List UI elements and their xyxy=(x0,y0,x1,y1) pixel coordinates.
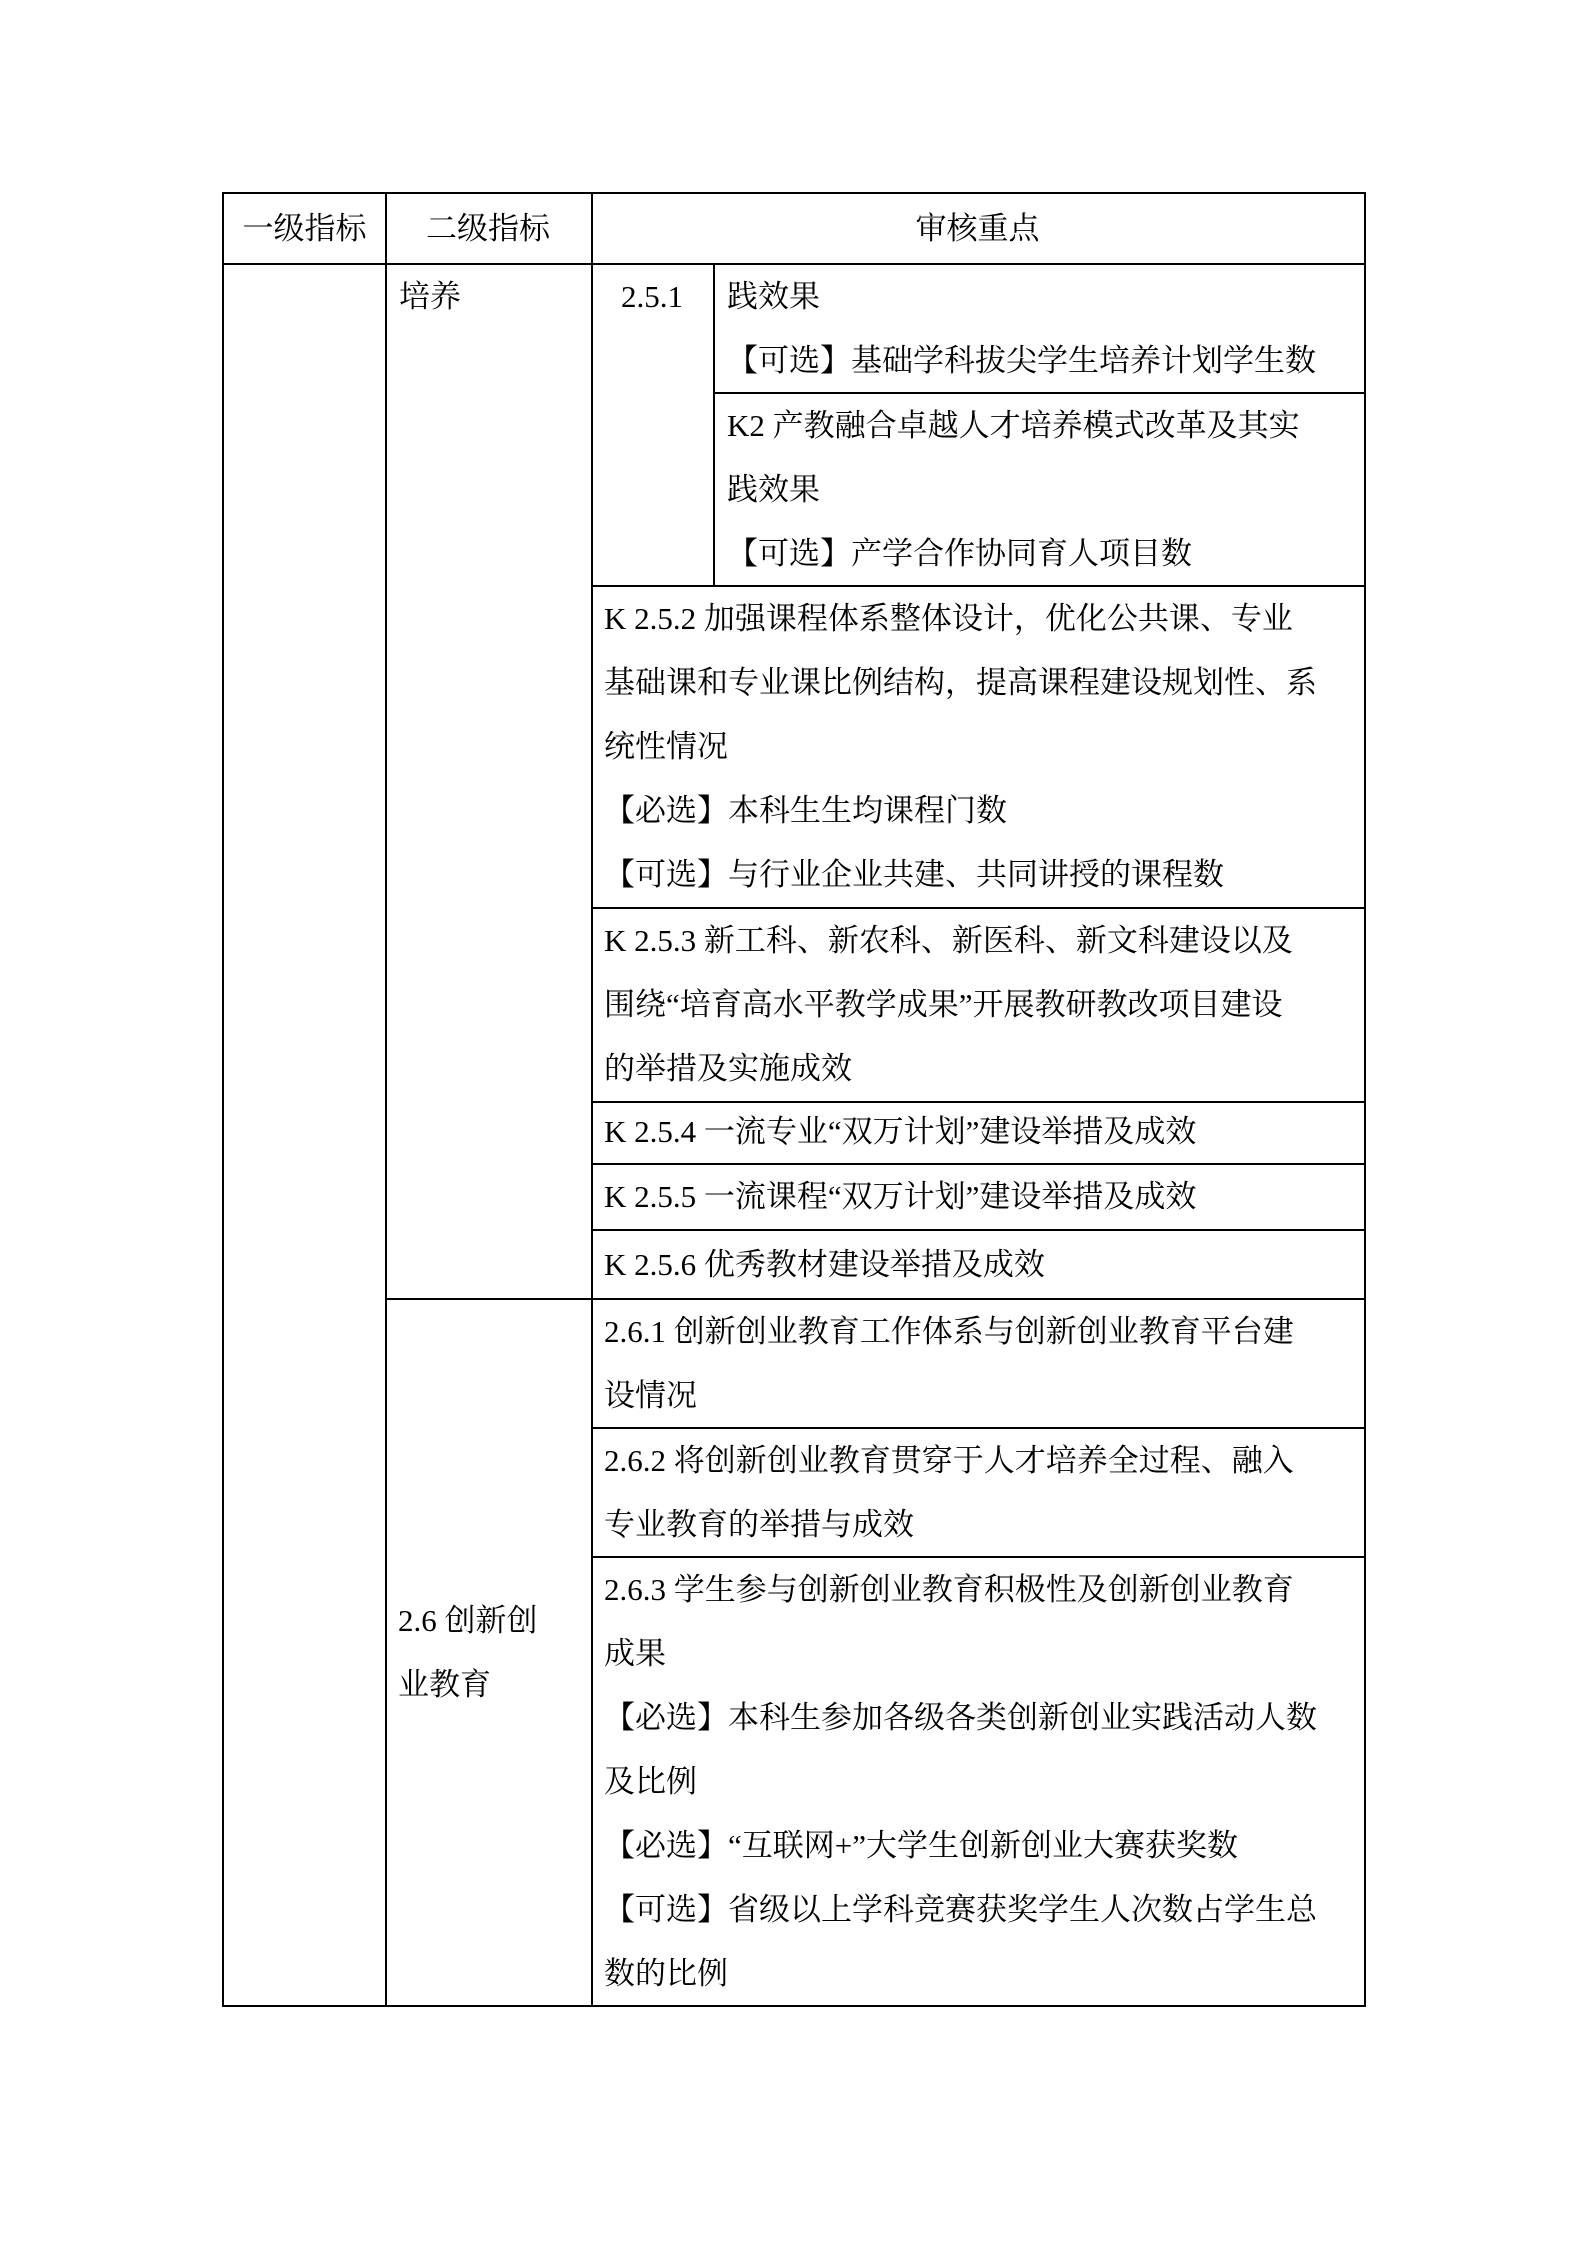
review-251-number-cell xyxy=(591,265,713,585)
review-263-line3: 【必选】本科生参加各级各类创新创业实践活动人数 xyxy=(604,1700,1317,1735)
level2-innovation-label-line1: 2.6 创新创 xyxy=(398,1602,538,1638)
review-256-line: K 2.5.6 优秀教材建设举措及成效 xyxy=(604,1247,1045,1282)
review-254-line: K 2.5.4 一流专业“双万计划”建设举措及成效 xyxy=(604,1114,1197,1149)
review-251-lower-line3: 【可选】产学合作协同育人项目数 xyxy=(727,536,1192,571)
review-255-line: K 2.5.5 一流课程“双万计划”建设举措及成效 xyxy=(604,1179,1197,1214)
review-253-line2: 围绕“培育高水平教学成果”开展教研教改项目建设 xyxy=(604,987,1283,1022)
header-review-focus: 审核重点 xyxy=(915,210,1040,246)
review-263-line4: 及比例 xyxy=(604,1764,697,1799)
review-261-line2: 设情况 xyxy=(604,1378,697,1413)
review-263-line6: 【可选】省级以上学科竞赛获奖学生人次数占学生总 xyxy=(604,1892,1317,1927)
review-262-line2: 专业教育的举措与成效 xyxy=(604,1507,914,1542)
review-251-upper-cell xyxy=(713,265,1364,392)
review-261-line1: 2.6.1 创新创业教育工作体系与创新创业教育平台建 xyxy=(604,1314,1294,1349)
indicator-table xyxy=(222,192,1366,2007)
review-262-cell xyxy=(591,1429,1364,1556)
review-256-cell xyxy=(591,1231,1364,1298)
review-253-line1: K 2.5.3 新工科、新农科、新医科、新文科建设以及 xyxy=(604,923,1293,958)
review-263-line7: 数的比例 xyxy=(604,1956,728,1991)
review-263-line5: 【必选】“互联网+”大学生创新创业大赛获奖数 xyxy=(604,1828,1238,1863)
review-251-lower-line2: 践效果 xyxy=(727,472,820,507)
review-263-cell xyxy=(591,1558,1364,2005)
review-263-line2: 成果 xyxy=(604,1636,666,1671)
review-251-upper-line1: 践效果 xyxy=(727,279,820,314)
review-252-line2: 基础课和专业课比例结构，提高课程建设规划性、系 xyxy=(604,665,1317,700)
header-level1-indicator: 一级指标 xyxy=(242,210,367,246)
review-263-line1: 2.6.3 学生参与创新创业教育积极性及创新创业教育 xyxy=(604,1572,1294,1607)
review-261-cell xyxy=(591,1300,1364,1427)
review-252-line1: K 2.5.2 加强课程体系整体设计，优化公共课、专业 xyxy=(604,601,1293,636)
level2-innovation-cell xyxy=(385,1300,591,2005)
review-252-line3: 统性情况 xyxy=(604,729,728,764)
review-262-line1: 2.6.2 将创新创业教育贯穿于人才培养全过程、融入 xyxy=(604,1443,1294,1478)
level2-training-label: 培养 xyxy=(399,279,461,314)
review-252-line4: 【必选】本科生生均课程门数 xyxy=(604,793,1007,828)
review-251-upper-line2: 【可选】基础学科拔尖学生培养计划学生数 xyxy=(727,343,1316,378)
review-251-lower-line1: K2 产教融合卓越人才培养模式改革及其实 xyxy=(727,408,1300,443)
review-255-cell xyxy=(591,1165,1364,1229)
level2-training-cell xyxy=(385,265,591,1298)
review-252-cell xyxy=(591,587,1364,907)
review-252-line5: 【可选】与行业企业共建、共同讲授的课程数 xyxy=(604,857,1224,892)
review-253-line3: 的举措及实施成效 xyxy=(604,1051,852,1086)
review-251-number: 2.5.1 xyxy=(621,279,683,314)
review-253-cell xyxy=(591,909,1364,1101)
review-251-lower-cell xyxy=(713,394,1364,585)
header-level2-indicator: 二级指标 xyxy=(426,210,550,246)
review-254-cell xyxy=(591,1101,1364,1163)
level1-empty-cell xyxy=(224,265,385,2005)
level2-innovation-label-line2: 业教育 xyxy=(398,1666,491,1702)
